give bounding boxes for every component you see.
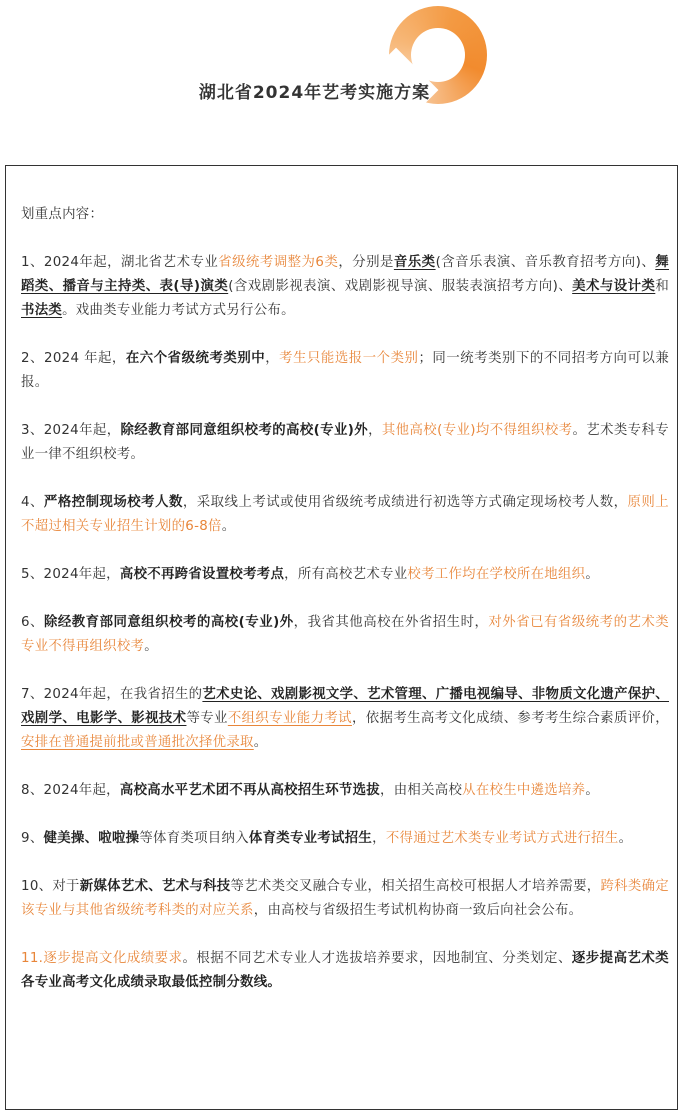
point-text-segment: 新媒体艺术、艺术与科技 (79, 879, 231, 894)
point-item (21, 779, 669, 803)
point-text-segment: 。 (144, 639, 158, 654)
point-item (21, 347, 669, 395)
point-text-segment: ，所有高校艺术专业 (284, 567, 408, 582)
point-text-segment: ， (265, 351, 280, 366)
point-item (21, 251, 669, 323)
point-text-segment: 安排在普通提前批或普通批次择优录取 (21, 735, 254, 750)
point-item (21, 491, 669, 539)
point-text-segment: 6、 (21, 615, 44, 630)
point-item (21, 563, 669, 587)
point-text-segment: 除经教育部同意组织校考的高校(专业)外 (43, 615, 294, 630)
point-text-segment: ，采取线上考试或使用省级统考成绩进行初选等方式确定现场校考人数， (182, 495, 628, 510)
point-text-segment: 对外省已有省级统考的艺术类专业不得再组织校考 (21, 615, 669, 654)
point-text-segment: 10、对于 (21, 879, 80, 894)
point-text-segment: 体育类专业考试招生 (248, 831, 373, 846)
point-text-segment: 其他高校(专业)均不得组织校考 (381, 423, 573, 438)
point-text-segment: 考生只能选报一个类别 (279, 351, 419, 366)
point-text-segment: ；同一统考类别下的不同招考方向可以兼报。 (21, 351, 670, 390)
page-title (0, 78, 687, 103)
point-text-segment: 除经教育部同意组织校考的高校(专业)外 (120, 423, 369, 438)
point-text-segment: 美术与设计类 (572, 279, 656, 294)
point-text-segment: 5、2024年起， (21, 567, 120, 582)
point-item (21, 827, 669, 851)
point-text-segment: ，由高校与省级招生考试机构协商一致后向社会公布。 (253, 903, 583, 918)
point-text-segment: 8、2024年起， (21, 783, 120, 798)
point-text-segment: 高校不再跨省设置校考考点 (119, 567, 285, 582)
point-text-segment: (含音乐表演、音乐教育招考方向)、 (435, 255, 656, 270)
point-text-segment: 。艺术类专科专业一律不组织校考。 (21, 423, 669, 462)
point-text-segment: 原则上不超过相关专业招生计划的6-8倍 (21, 495, 669, 534)
point-text-segment: 音乐类 (393, 255, 436, 270)
point-text-segment: 和 (655, 279, 670, 294)
point-item (21, 683, 669, 755)
point-text-segment: 逐步提高文化成绩要求 (43, 951, 183, 966)
point-text-segment: 11. (21, 951, 44, 966)
point-text-segment: 等专业 (186, 711, 228, 726)
point-text-segment: 2、2024 年起， (21, 351, 126, 366)
point-item (21, 875, 669, 923)
point-text-segment: (含戏剧影视表演、戏剧影视导演、服装表演招考方向)、 (228, 279, 573, 294)
point-text-segment: 1、2024年起，湖北省艺术专业 (21, 255, 219, 270)
page-title-text: 湖北省2024年艺考实施方案 (198, 83, 431, 103)
point-item (21, 947, 669, 995)
point-text-segment: 省级统考调整为6类 (218, 255, 339, 270)
point-text-segment: 。戏曲类专业能力考试方式另行公布。 (62, 303, 295, 318)
point-text-segment: 在六个省级统考类别中 (125, 351, 266, 366)
point-text-segment: 校考工作均在学校所在地组织 (407, 567, 586, 582)
point-text-segment: 艺术史论、戏剧影视文学、艺术管理、广播电视编导、非物质文化遗产保护、戏剧学、电影学、影视技术 (21, 687, 669, 726)
point-text-segment: 。 (585, 783, 600, 798)
point-text-segment: 健美操、啦啦操 (43, 831, 140, 846)
point-text-segment: 。 (221, 519, 236, 534)
point-item (21, 611, 669, 659)
point-text-segment: 高校高水平艺术团不再从高校招生环节选拔 (119, 783, 380, 798)
point-text-segment: 逐步提高艺术类各专业高考文化成绩录取最低控制分数线。 (21, 951, 669, 990)
point-text-segment: ，由相关高校 (380, 783, 463, 798)
point-text-segment: ，分别是 (338, 255, 394, 270)
point-text-segment: 3、2024年起， (21, 423, 121, 438)
point-text-segment: 舞蹈类、播音与主持类、表(导)演类 (21, 255, 669, 294)
point-text-segment: 等艺术类交叉融合专业，相关招生高校可根据人才培养需要， (230, 879, 601, 894)
point-text-segment: 。根据不同艺术专业人才选拔培养要求，因地制宜、分类划定、 (182, 951, 572, 966)
point-item (21, 419, 669, 467)
intro-text: 划重点内容： (21, 207, 104, 222)
point-text-segment: 书法类 (21, 303, 63, 318)
point-text-segment: 7、2024年起，在我省招生的 (21, 687, 203, 702)
point-text-segment: 。 (253, 735, 268, 750)
point-text-segment: 等体育类项目纳入 (139, 831, 249, 846)
header (0, 0, 687, 150)
content-box (5, 165, 678, 1110)
point-text-segment: ， (372, 831, 386, 846)
point-text-segment: 4、 (21, 495, 44, 510)
point-text-segment: 从在校生中遴选培养 (462, 783, 586, 798)
point-text-segment: 。 (585, 567, 600, 582)
point-text-segment: 不组织专业能力考试 (227, 711, 352, 726)
point-text-segment: ，依据考生高考文化成绩、参考考生综合素质评价， (351, 711, 669, 726)
point-text-segment: 。 (618, 831, 633, 846)
point-text-segment: 严格控制现场校考人数 (43, 495, 183, 510)
point-text-segment: 9、 (21, 831, 44, 846)
point-text-segment: 跨科类确定该专业与其他省级统考科类的对应关系 (21, 879, 669, 918)
point-text-segment: ，我省其他高校在外省招生时， (293, 615, 489, 630)
article-body (21, 203, 669, 1019)
point-text-segment: ， (368, 423, 382, 438)
point-text-segment: 不得通过艺术类专业考试方式进行招生 (385, 831, 619, 846)
